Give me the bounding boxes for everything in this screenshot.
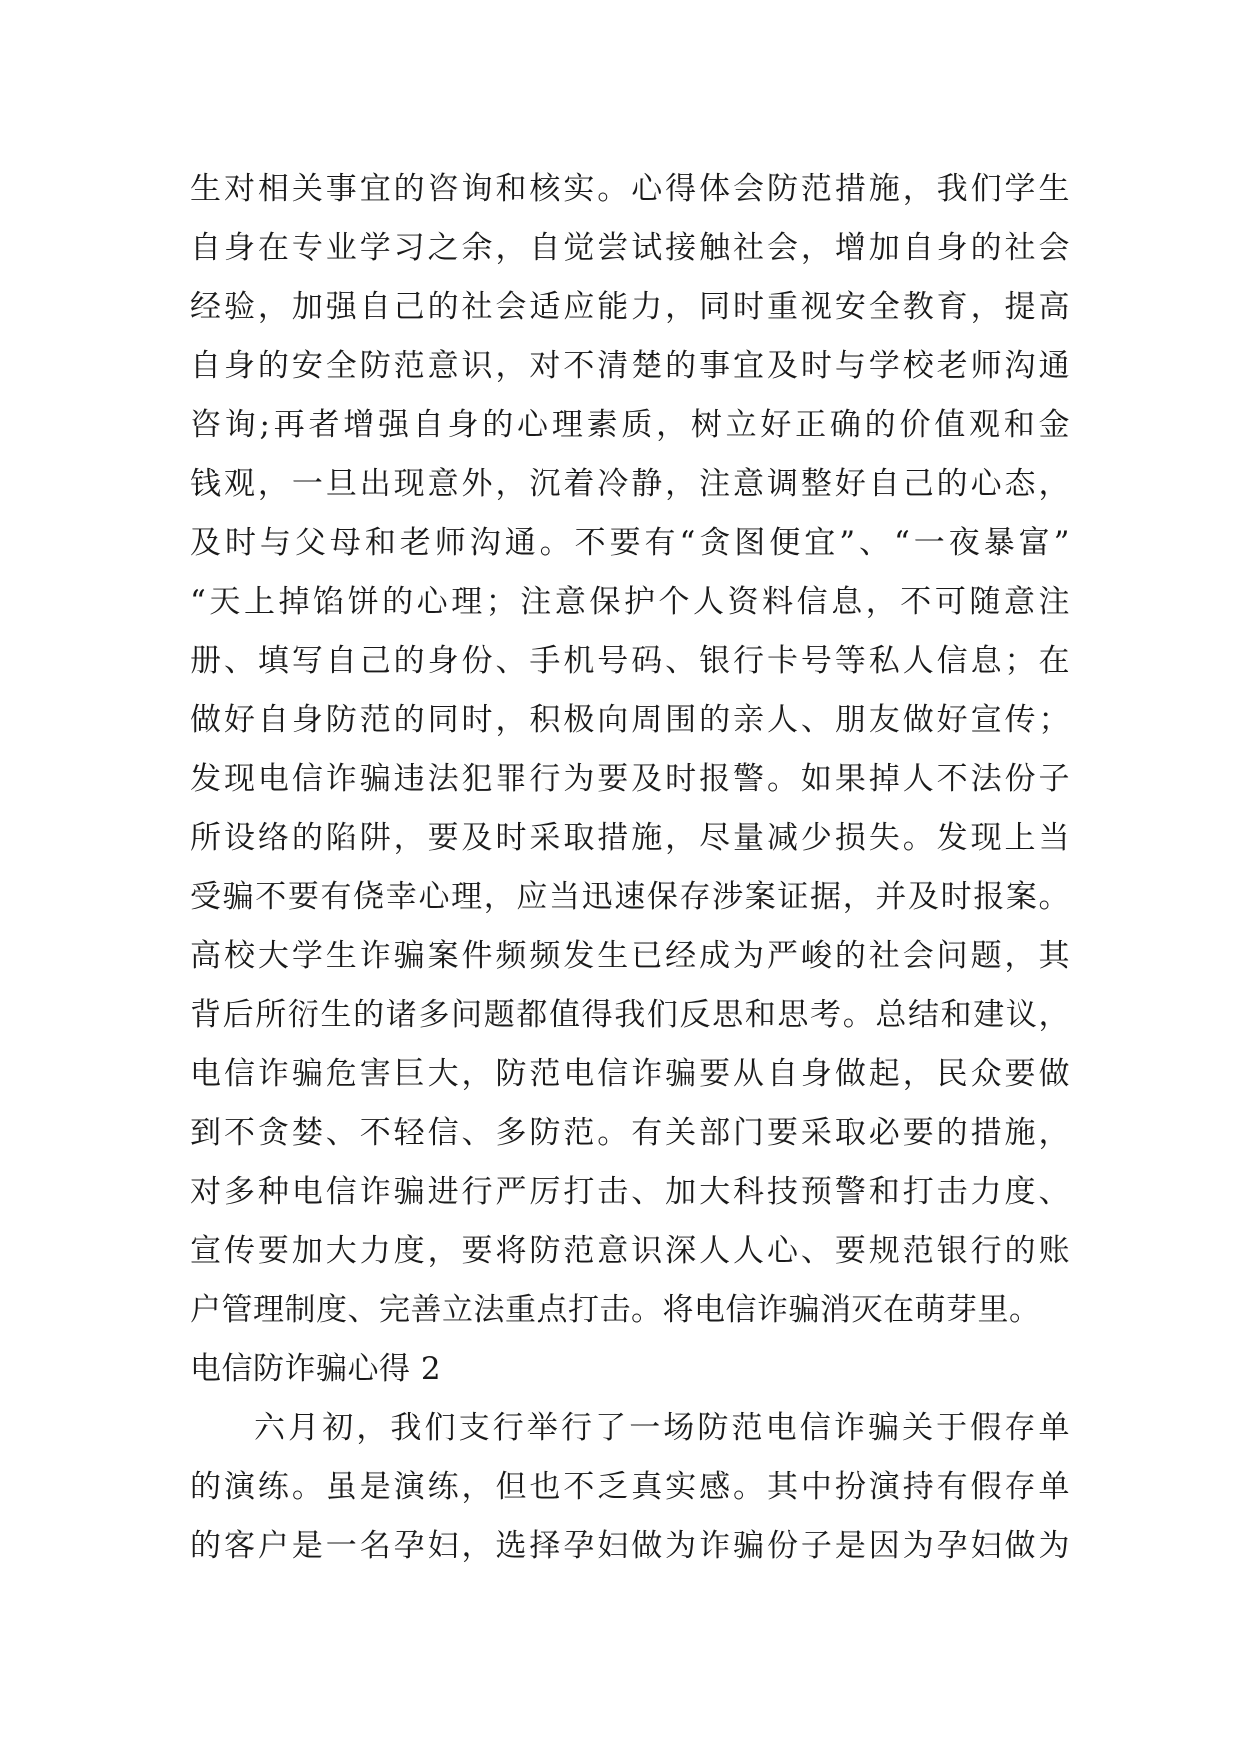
text-line: 生对相关事宜的咨询和核实。心得体会防范措施，我们学生 [190, 171, 1070, 207]
text-line: 咨询;再者增强自身的心理素质，树立好正确的价值观和金 [190, 407, 1070, 443]
text-line: 的客户是一名孕妇，选择孕妇做为诈骗份子是因为孕妇做为 [190, 1528, 1070, 1564]
text-line: “天上掉馅饼的心理；注意保护个人资料信息，不可随意注 [190, 584, 1070, 620]
text-line: 自身的安全防范意识，对不清楚的事宜及时与学校老师沟通 [190, 348, 1070, 384]
text-line: 六月初，我们支行举行了一场防范电信诈骗关于假存单 [254, 1410, 1070, 1446]
body-text [190, 160, 1070, 1576]
text-line: 自身在专业学习之余，自觉尝试接触社会，增加自身的社会 [190, 230, 1070, 266]
text-line: 背后所衍生的诸多问题都值得我们反思和思考。总结和建议， [190, 997, 1070, 1033]
text-line: 及时与父母和老师沟通。不要有“贪图便宜”、“一夜暴富” [190, 525, 1070, 561]
text-line: 户管理制度、完善立法重点打击。将电信诈骗消灭在萌芽里。 [190, 1292, 1041, 1328]
text-line: 所设络的陷阱，要及时采取措施，尽量减少损失。发现上当 [190, 820, 1070, 856]
text-line: 高校大学生诈骗案件频频发生已经成为严峻的社会问题，其 [190, 938, 1070, 974]
text-line: 发现电信诈骗违法犯罪行为要及时报警。如果掉人不法份子 [190, 761, 1070, 797]
text-line: 电信诈骗危害巨大，防范电信诈骗要从自身做起，民众要做 [190, 1056, 1070, 1092]
text-line: 做好自身防范的同时，积极向周围的亲人、朋友做好宣传； [190, 702, 1070, 738]
text-line: 受骗不要有侥幸心理，应当迅速保存涉案证据，并及时报案。 [190, 879, 1070, 915]
text-line: 钱观，一旦出现意外，沉着冷静，注意调整好自己的心态， [190, 466, 1070, 502]
text-line: 的演练。虽是演练，但也不乏真实感。其中扮演持有假存单 [190, 1469, 1070, 1505]
section-heading: 电信防诈骗心得 2 [190, 1351, 442, 1387]
text-line: 宣传要加大力度，要将防范意识深人人心、要规范银行的账 [190, 1233, 1070, 1269]
text-line: 经验，加强自己的社会适应能力，同时重视安全教育，提高 [190, 289, 1070, 325]
text-line: 到不贪婪、不轻信、多防范。有关部门要采取必要的措施， [190, 1115, 1070, 1151]
text-line: 册、填写自己的身份、手机号码、银行卡号等私人信息；在 [190, 643, 1070, 679]
text-line: 对多种电信诈骗进行严厉打击、加大科技预警和打击力度、 [190, 1174, 1070, 1210]
